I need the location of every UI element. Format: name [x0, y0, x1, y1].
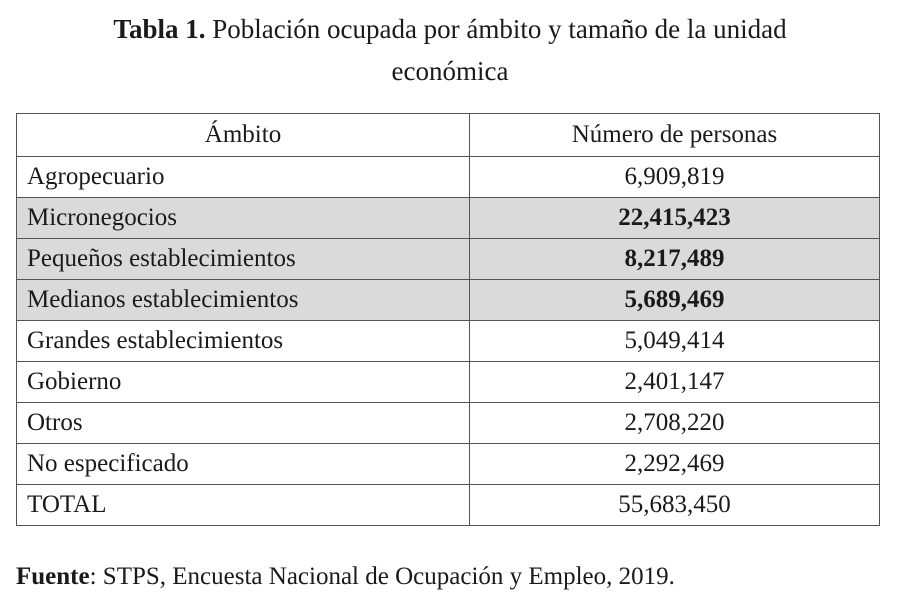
row-label: Micronegocios — [17, 198, 470, 239]
table-row — [17, 157, 880, 198]
table-number: Tabla 1. — [113, 14, 206, 44]
row-value: 22,415,423 — [470, 198, 880, 239]
row-label: No especificado — [17, 444, 470, 485]
header-row — [17, 114, 880, 157]
table-title-text: Población ocupada por ámbito y tamaño de la unidad — [212, 14, 787, 44]
total-label: TOTAL — [17, 485, 470, 526]
table-row — [17, 280, 880, 321]
row-value: 8,217,489 — [470, 239, 880, 280]
table-title — [20, 8, 880, 92]
table-row — [17, 444, 880, 485]
source-label: Fuente — [16, 563, 90, 590]
row-value: 2,401,147 — [470, 362, 880, 403]
row-label: Otros — [17, 403, 470, 444]
table-row — [17, 239, 880, 280]
source-text: : STPS, Encuesta Nacional de Ocupación y Empleo, 2019. — [89, 563, 675, 590]
row-label: Grandes establecimientos — [17, 321, 470, 362]
row-value: 5,049,414 — [470, 321, 880, 362]
header-ambito: Ámbito — [17, 114, 470, 157]
table-row — [17, 321, 880, 362]
table-title-text-line2: económica — [391, 56, 509, 86]
source-note — [16, 560, 880, 594]
data-table — [16, 113, 880, 526]
row-label: Medianos establecimientos — [17, 280, 470, 321]
row-label: Gobierno — [17, 362, 470, 403]
row-value: 2,708,220 — [470, 403, 880, 444]
table-row — [17, 362, 880, 403]
header-numero-personas: Número de personas — [470, 114, 880, 157]
row-value: 5,689,469 — [470, 280, 880, 321]
row-label: Pequeños establecimientos — [17, 239, 470, 280]
row-value: 6,909,819 — [470, 157, 880, 198]
row-value: 2,292,469 — [470, 444, 880, 485]
total-value: 55,683,450 — [470, 485, 880, 526]
total-row — [17, 485, 880, 526]
table-row — [17, 198, 880, 239]
table-row — [17, 403, 880, 444]
row-label: Agropecuario — [17, 157, 470, 198]
